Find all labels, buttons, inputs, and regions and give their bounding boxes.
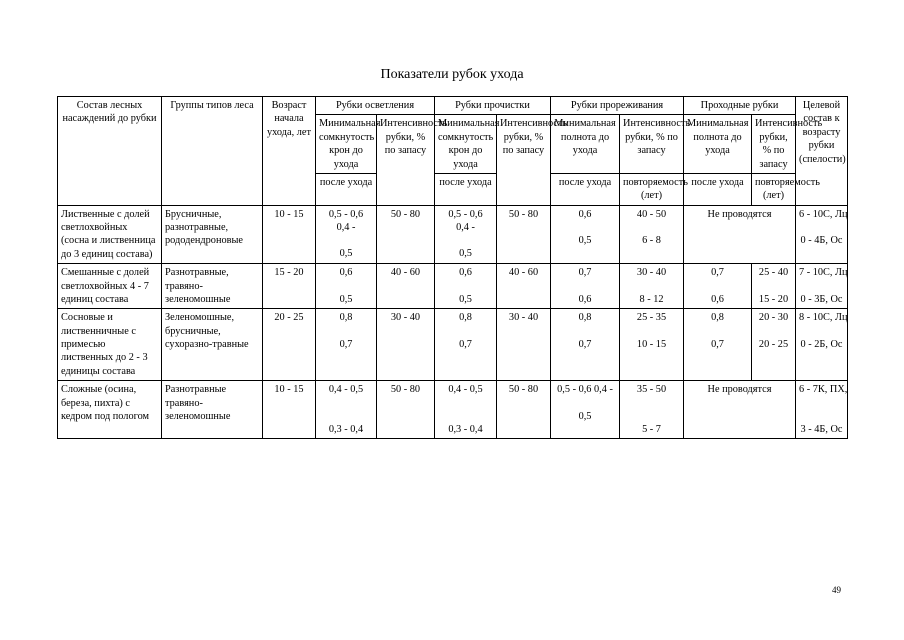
cell-composition: Смешанные с долей светлохвойных 4 - 7 единиц состава xyxy=(58,264,162,309)
header-osv-int: Интенсивность рубки, % по запасу xyxy=(377,115,435,205)
header-prr-int: Интенсивность рубки, % по запасу xyxy=(620,115,684,174)
cell-target: 8 - 10С, Лц 0 - 2Б, Ос xyxy=(796,309,848,381)
header-prr-repeat: повторяемость (лет) xyxy=(620,173,684,205)
cell-age: 10 - 15 xyxy=(263,205,316,264)
cell-target: 6 - 7К, ПХ, 3 - 4Б, Ос xyxy=(796,381,848,439)
cell-age: 20 - 25 xyxy=(263,309,316,381)
header-pro-after: после ухода xyxy=(435,173,497,205)
cell-groups: Разнотравные, травяно-зеленомошные xyxy=(162,264,263,309)
cell-osv-min: 0,4 - 0,5 0,3 - 0,4 xyxy=(316,381,377,439)
cell-osv-min: 0,8 0,7 xyxy=(316,309,377,381)
cell-prr-min: 0,6 0,5 xyxy=(551,205,620,264)
header-prr-min: Минимальная полнота до ухода xyxy=(551,115,620,174)
cell-prr-min: 0,5 - 0,6 0,4 - 0,5 xyxy=(551,381,620,439)
header-pass-min: Минимальная полнота до ухода xyxy=(684,115,752,174)
cell-osv-int: 50 - 80 xyxy=(377,205,435,264)
cell-pro-int: 50 - 80 xyxy=(497,205,551,264)
cell-pro-min: 0,4 - 0,5 0,3 - 0,4 xyxy=(435,381,497,439)
header-osv-min: Минимальная сомкнутость крон до ухода xyxy=(316,115,377,174)
cell-age: 15 - 20 xyxy=(263,264,316,309)
cell-groups: Брусничные, разнотравные, рододендроновые xyxy=(162,205,263,264)
cell-prr-rep: 25 - 35 10 - 15 xyxy=(620,309,684,381)
cell-pass-none: Не проводятся xyxy=(684,381,796,439)
header-passing: Проходные рубки xyxy=(684,97,796,115)
page-title: Показатели рубок ухода xyxy=(380,67,524,82)
cell-pass-min: 0,7 0,6 xyxy=(684,264,752,309)
cell-target: 6 - 10С, Лц 0 - 4Б, Ос xyxy=(796,205,848,264)
cell-pro-int: 40 - 60 xyxy=(497,264,551,309)
header-composition: Состав лесных насаждений до рубки xyxy=(58,97,162,206)
header-lightening: Рубки осветления xyxy=(316,97,435,115)
header-thinning: Рубки прореживания xyxy=(551,97,684,115)
cell-pro-min: 0,6 0,5 xyxy=(435,264,497,309)
header-osv-after: после ухода xyxy=(316,173,377,205)
header-pass-repeat: повторяемость (лет) xyxy=(752,173,796,205)
table-row xyxy=(58,381,848,439)
cell-pro-min: 0,5 - 0,6 0,4 - 0,5 xyxy=(435,205,497,264)
cell-prr-rep: 30 - 40 8 - 12 xyxy=(620,264,684,309)
header-pro-min: Минимальная сомкнутость крон до ухода xyxy=(435,115,497,174)
header-target: Целевой состав к возрасту рубки (спелости) xyxy=(796,97,848,206)
cell-target: 7 - 10С, Лц 0 - 3Б, Ос xyxy=(796,264,848,309)
table-row xyxy=(58,205,848,264)
cell-prr-rep: 40 - 50 6 - 8 xyxy=(620,205,684,264)
cell-pass-rep: 25 - 40 15 - 20 xyxy=(752,264,796,309)
cell-pro-int: 30 - 40 xyxy=(497,309,551,381)
header-cleaning: Рубки прочистки xyxy=(435,97,551,115)
cell-pass-none: Не проводятся xyxy=(684,205,796,264)
header-row xyxy=(58,97,848,115)
cell-pro-min: 0,8 0,7 xyxy=(435,309,497,381)
cell-pass-rep: 20 - 30 20 - 25 xyxy=(752,309,796,381)
cell-osv-int: 40 - 60 xyxy=(377,264,435,309)
care-cuttings-table xyxy=(57,96,848,439)
cell-age: 10 - 15 xyxy=(263,381,316,439)
cell-osv-min: 0,5 - 0,6 0,4 - 0,5 xyxy=(316,205,377,264)
cell-composition: Сложные (осина, береза, пихта) с кедром под пологом xyxy=(58,381,162,439)
cell-osv-int: 30 - 40 xyxy=(377,309,435,381)
cell-prr-rep: 35 - 50 5 - 7 xyxy=(620,381,684,439)
cell-pass-min: 0,8 0,7 xyxy=(684,309,752,381)
cell-composition: Сосновые и лиственничные с примесью лиственных до 2 - 3 единицы состава xyxy=(58,309,162,381)
table-row xyxy=(58,264,848,309)
cell-composition: Лиственные с долей светлохвойных (сосна и лиственница до 3 единиц состава) xyxy=(58,205,162,264)
cell-osv-min: 0,6 0,5 xyxy=(316,264,377,309)
header-forest-groups: Группы типов леса xyxy=(162,97,263,206)
header-pass-int: Интенсивность рубки, % по запасу xyxy=(752,115,796,174)
header-start-age: Возраст начала ухода, лет xyxy=(263,97,316,206)
cell-groups: Зеленомошные, брусничные, сухоразно-травные xyxy=(162,309,263,381)
cell-pro-int: 50 - 80 xyxy=(497,381,551,439)
header-prr-after: после ухода xyxy=(551,173,620,205)
page-number: 49 xyxy=(832,585,841,595)
cell-groups: Разнотравные травяно-зеленомошные xyxy=(162,381,263,439)
cell-osv-int: 50 - 80 xyxy=(377,381,435,439)
header-pass-after: после ухода xyxy=(684,173,752,205)
cell-prr-min: 0,7 0,6 xyxy=(551,264,620,309)
table-row xyxy=(58,309,848,381)
header-pro-int: Интенсивность рубки, % по запасу xyxy=(497,115,551,205)
cell-prr-min: 0,8 0,7 xyxy=(551,309,620,381)
